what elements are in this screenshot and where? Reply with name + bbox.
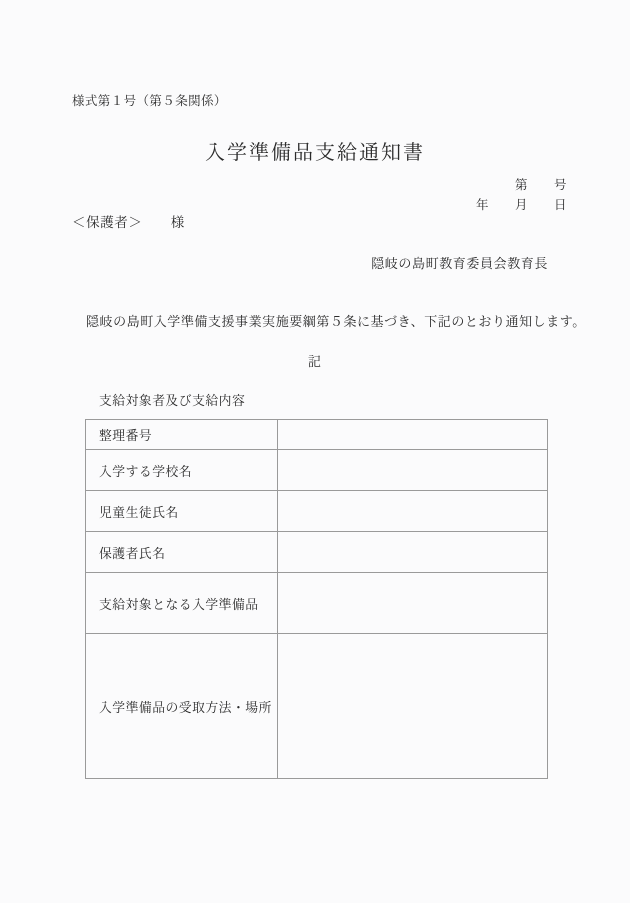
- document-date-line: 年 月 日: [475, 197, 567, 212]
- row-value-cell[interactable]: [278, 573, 548, 634]
- issuer-line: 隠岐の島町教育委員会教育長: [371, 257, 548, 272]
- row-label-cell: 支給対象となる入学準備品: [86, 573, 278, 634]
- table-caption: 支給対象者及び支給内容: [99, 394, 246, 409]
- table-row: [86, 634, 548, 779]
- form-number-label: 様式第１号（第５条関係）: [72, 93, 227, 108]
- row-label-cell: 入学準備品の受取方法・場所: [86, 634, 278, 779]
- table-row: [86, 450, 548, 491]
- recipient-details-table: [85, 419, 548, 779]
- table-row: [86, 420, 548, 450]
- row-label-cell: 整理番号: [86, 420, 278, 450]
- row-value-cell[interactable]: [278, 450, 548, 491]
- row-label-cell: 入学する学校名: [86, 450, 278, 491]
- table-row: [86, 532, 548, 573]
- document-number-line: 第 号: [514, 177, 567, 192]
- document-meta-block: [476, 175, 567, 215]
- row-value-cell[interactable]: [278, 634, 548, 779]
- table-row: [86, 491, 548, 532]
- body-paragraph: 隠岐の島町入学準備支援事業実施要綱第５条に基づき、下記のとおり通知します。: [86, 315, 586, 330]
- row-value-cell[interactable]: [278, 532, 548, 573]
- table-row: [86, 573, 548, 634]
- row-value-cell[interactable]: [278, 420, 548, 450]
- addressee-line: ＜保護者＞ 様: [72, 215, 185, 231]
- row-label-cell: 保護者氏名: [86, 532, 278, 573]
- page-title: 入学準備品支給通知書: [205, 140, 425, 164]
- row-value-cell[interactable]: [278, 491, 548, 532]
- row-label-cell: 児童生徒氏名: [86, 491, 278, 532]
- ki-marker: 記: [307, 355, 322, 370]
